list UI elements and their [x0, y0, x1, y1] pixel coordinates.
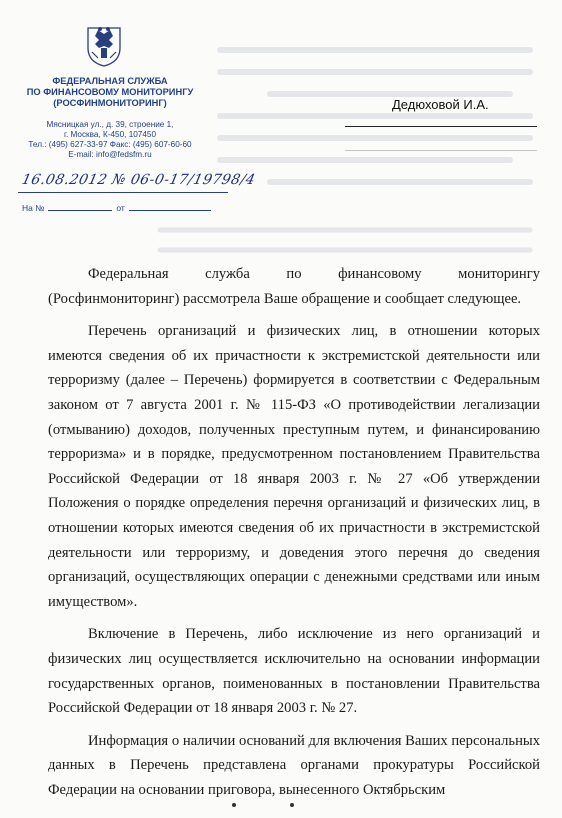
handwritten-reference-number: 16.08.2012 № 06-0-17/19798/4	[20, 172, 257, 188]
ref-number-blank	[48, 210, 112, 211]
agency-line-3: (РОСФИНМОНИТОРИНГ)	[53, 98, 167, 108]
show-through-texture	[210, 40, 540, 220]
reference-underline	[18, 192, 228, 193]
agency-address	[10, 120, 210, 160]
address-line-3: Тел.: (495) 627-33-97 Факс: (495) 607-60-60	[28, 140, 192, 149]
body-paragraph-3: Включение в Перечень, либо исключение из него организаций и физических лиц осуществляется исключительно на основании информации государственных органов, поименованных в постановлении Правительства Российской Федерации от 18 января 2003 г. № 27.	[48, 626, 540, 717]
letter-body	[48, 262, 540, 810]
addressee-underline-2	[345, 150, 537, 151]
ref-date-blank	[129, 210, 211, 211]
address-line-4: E-mail: info@fedsfm.ru	[68, 150, 152, 159]
address-line-1: Мясницкая ул., д. 39, строение 1,	[46, 120, 174, 129]
agency-line-2: ПО ФИНАНСОВОМУ МОНИТОРИНГУ	[26, 87, 194, 97]
coat-of-arms-emblem	[84, 22, 124, 68]
ref-date-label: от	[116, 203, 125, 213]
address-line-2: г. Москва, К-450, 107450	[63, 130, 157, 139]
body-paragraph-4: Информация о наличии оснований для включения Ваших персональных данных в Перечень представлена органами прокуратуры Российской Федерации на основании приговора, вынесенного Октябрьским	[48, 732, 540, 798]
agency-line-1: ФЕДЕРАЛЬНАЯ СЛУЖБА	[52, 76, 168, 86]
addressee: Дедюховой И.А.	[392, 97, 489, 112]
bottom-marks	[230, 802, 330, 808]
show-through-lines	[210, 40, 540, 220]
addressee-underline-1	[345, 126, 537, 127]
incoming-reference	[22, 203, 211, 213]
ref-number-label: На №	[22, 203, 45, 213]
body-paragraph-2: Перечень организаций и физических лиц, в отношении которых имеются сведения об их причастности к экстремистской деятельности или терроризму (далее – Перечень) формируется в соответствии с Федеральным законом от 7 августа 2001 г. № 115-ФЗ «О противодействии легализации (отмыванию) доходов, полученных преступным путем, и финансированию терроризма» и в порядке, предусмотренном постановлением Правительства Российской Федерации от 18 января 2003 г. № 27 «Об утверждении Положения о порядке определения перечня организаций и физических лиц, в отношении которых имеются сведения об их причастности в экстремистской деятельности или терроризму, и доведения этого перечня до сведения организаций, осуществляющих операции с денежными средствами или иным имуществом».	[48, 323, 540, 610]
agency-name	[10, 76, 210, 109]
body-paragraph-1: Федеральная служба по финансовому мониторингу (Росфинмониторинг) рассмотрела Ваше обращение и сообщает следующее.	[48, 266, 540, 307]
